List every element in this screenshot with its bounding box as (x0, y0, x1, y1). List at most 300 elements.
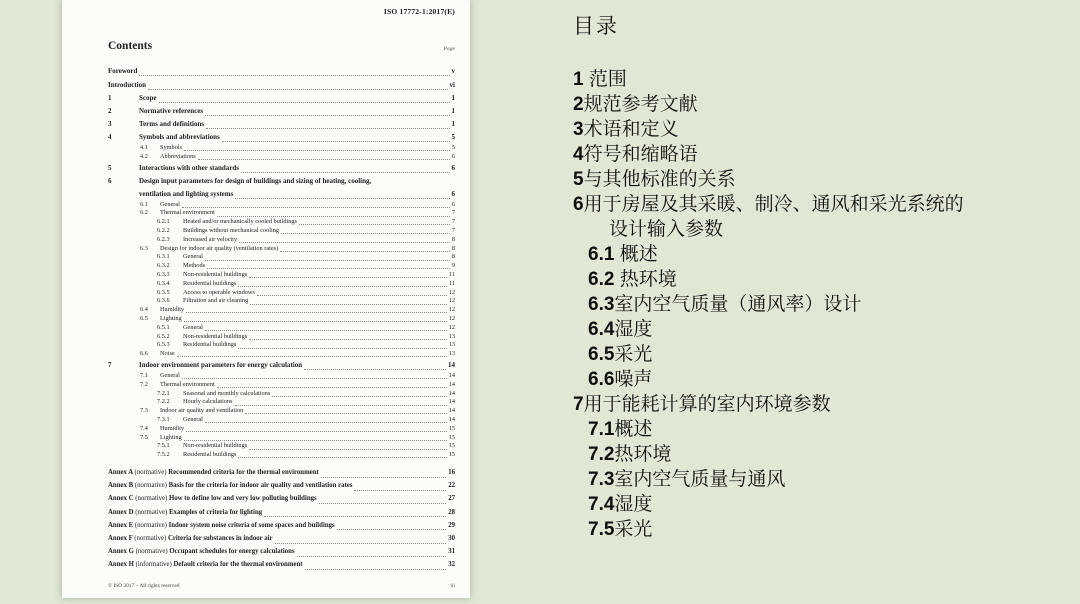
annex-page: 16 (448, 468, 455, 476)
toc-entry-page: 14 (448, 371, 455, 379)
toc-entry-page: 5 (451, 133, 455, 141)
toc-entry (140, 407, 455, 416)
dotted-leader (205, 260, 450, 261)
translation-line (573, 392, 1068, 417)
toc-front-entry (108, 64, 455, 78)
dotted-leader (205, 330, 447, 331)
translation-line (573, 142, 1068, 167)
translation-line (573, 92, 1068, 117)
toc-entry-number: 2 (108, 107, 112, 115)
dotted-leader (249, 339, 447, 340)
toc-entry-number: 7.3.1 (157, 415, 170, 423)
table-of-contents (108, 64, 455, 460)
dotted-leader (159, 102, 450, 103)
dotted-leader (238, 348, 446, 349)
annex-title-text: Indoor system noise criteria of some spaces and buildings (168, 521, 335, 529)
toc-entry (108, 359, 455, 372)
toc-entry-title: ventilation and lighting systems (139, 189, 234, 198)
toc-entry (157, 297, 455, 306)
translation-line-number: 6.4 (588, 319, 615, 340)
translation-line-text: 规范参考文献 (583, 94, 698, 115)
toc-entry-number: 7.2 (140, 380, 148, 388)
toc-entry-page: 8 (451, 253, 455, 261)
annex-page: 30 (448, 534, 455, 542)
translation-line-text: 采光 (614, 344, 653, 365)
annex-page: 29 (448, 521, 455, 529)
toc-entry-page: 11 (448, 270, 455, 278)
toc-entry (140, 350, 455, 359)
dotted-leader (305, 569, 447, 570)
translation-line-text: 范围 (583, 69, 627, 90)
toc-entry-page: 14 (448, 407, 455, 415)
translation-line-text: 室内空气质量（通风率）设计 (614, 294, 862, 315)
translation-line-number: 7.1 (588, 419, 615, 440)
annex-title-text: Criteria for substances in indoor air (167, 534, 273, 542)
toc-entry (157, 236, 455, 245)
page-footer (108, 583, 455, 589)
toc-entry (157, 333, 455, 342)
toc-entry (157, 390, 455, 399)
translation-line-text: 与其他标准的关系 (583, 169, 736, 190)
toc-entry-number: 7.2.2 (157, 398, 170, 406)
toc-entry-title: General (183, 253, 203, 261)
dotted-leader (177, 356, 447, 357)
toc-entry-number: 6.3.6 (157, 297, 170, 305)
annex-title-text: Occupant schedules for energy calculations (169, 548, 295, 556)
translation-line (573, 517, 1068, 542)
annex-page: 31 (448, 548, 455, 556)
translation-line (573, 192, 1068, 217)
toc-entry-number: 5 (108, 163, 112, 172)
translation-line-text: 湿度 (614, 319, 653, 340)
translation-line-number: 7.4 (588, 494, 615, 515)
dotted-leader (297, 556, 447, 557)
toc-entry-page: 1 (451, 120, 455, 128)
translation-line-number: 6.6 (588, 369, 615, 390)
annex-prefix: Annex E (108, 521, 135, 529)
toc-entry-number: 7.5.2 (157, 451, 170, 459)
toc-entry-page: 6 (451, 189, 455, 198)
toc-entry-page: 12 (448, 323, 455, 331)
dotted-leader (275, 543, 447, 544)
toc-entry (157, 398, 455, 407)
toc-entry-title: General (183, 415, 203, 423)
toc-entry-number: 7.4 (140, 424, 148, 432)
translation-line (573, 317, 1068, 342)
translation-line-number: 7 (573, 394, 584, 415)
toc-entry-title: Indoor air quality and ventilation (160, 407, 244, 415)
annex-prefix: Annex A (108, 468, 135, 476)
annex-title-text: Default criteria for the thermal environment (173, 561, 303, 569)
toc-entry-number: 7.5 (140, 433, 148, 441)
dotted-leader (235, 405, 447, 406)
toc-entry-number: 6.6 (140, 350, 148, 358)
toc-entry-page: 1 (451, 107, 455, 115)
toc-entry (157, 324, 455, 333)
dotted-leader (205, 422, 447, 423)
toc-entry (140, 153, 455, 162)
translation-line-text: 概述 (614, 244, 658, 265)
document-page (62, 0, 470, 598)
toc-entry-number: 7.3 (140, 407, 148, 415)
toc-entry-number: 6.5.3 (157, 341, 170, 349)
toc-entry-number: 6.5 (140, 314, 148, 322)
toc-entry (157, 262, 455, 271)
toc-entry (157, 416, 455, 425)
toc-entry-title: Buildings without mechanical cooling (183, 226, 280, 234)
toc-entry-page: 12 (448, 288, 455, 296)
translation-line-number: 6 (573, 194, 584, 215)
dotted-leader (249, 277, 447, 278)
translation-line-number: 6.3 (588, 294, 615, 315)
toc-entry-title: Humidity (160, 424, 185, 432)
translation-line-text: 概述 (614, 419, 653, 440)
annex-page: 32 (448, 561, 455, 569)
translation-line (573, 167, 1068, 192)
annex-entry (108, 492, 455, 505)
dotted-leader (321, 477, 446, 478)
toc-entry-page: 7 (451, 209, 455, 217)
toc-entry-title: General (160, 200, 180, 208)
toc-entry-number: 6.5.2 (157, 332, 170, 340)
dotted-leader (207, 268, 450, 269)
toc-entry-title: Methods (183, 262, 206, 270)
translation-line-text: 采光 (614, 519, 653, 540)
dotted-leader (304, 369, 446, 370)
dotted-leader (239, 242, 450, 243)
toc-entry-title: Interactions with other standards (139, 163, 240, 172)
toc-entry-title: Foreword (108, 67, 138, 75)
annex-title-text: How to define low and very low polluting buildings (169, 495, 317, 503)
toc-entry-number: 6.1 (140, 200, 148, 208)
toc-entry-number: 6.3.2 (157, 262, 170, 270)
translation-line-text: 用于能耗计算的室内环境参数 (583, 394, 831, 415)
annex-kind: (normative) (135, 495, 169, 503)
toc-entry-title: Hourly calculations (183, 398, 233, 406)
toc-entry-title: Heated and/or mechanically cooled buildings (183, 218, 298, 226)
toc-entry-number: 7 (108, 360, 112, 369)
dotted-leader (184, 150, 450, 151)
dotted-leader (184, 321, 447, 322)
toc-entry-page: 14 (448, 415, 455, 423)
translation-line-number: 7.5 (588, 519, 615, 540)
translation-line-number: 6.5 (588, 344, 615, 365)
toc-entry-number: 4.1 (140, 144, 148, 151)
annex-entry-title (108, 479, 352, 492)
dotted-leader (280, 251, 450, 252)
toc-entry-number: 6.3.4 (157, 279, 170, 287)
dotted-leader (222, 141, 450, 142)
toc-entry-title: Increased air velocity (183, 235, 238, 243)
toc-entry-page: 12 (448, 314, 455, 322)
copyright-notice: © ISO 2017 – All rights reserved (108, 582, 180, 589)
translation-line (573, 67, 1068, 92)
toc-entry-page: 1 (451, 94, 455, 102)
dotted-leader (206, 128, 449, 129)
translation-line (573, 417, 1068, 442)
toc-entry-title: Humidity (160, 306, 185, 314)
dotted-leader (299, 224, 450, 225)
annex-entry (108, 558, 455, 571)
annex-prefix: Annex D (108, 508, 136, 516)
toc-entry-page: 12 (448, 297, 455, 305)
dotted-leader (182, 207, 450, 208)
annex-entry (108, 466, 455, 479)
annex-entry (108, 519, 455, 532)
page-content (108, 0, 455, 589)
folio-page-number: iii (450, 582, 455, 589)
dotted-leader (217, 387, 447, 388)
translation-line-number: 7.3 (588, 469, 615, 490)
toc-entry-number: 6.3.1 (157, 253, 170, 261)
toc-entry-title: Design for indoor air quality (ventilation rates) (160, 244, 279, 252)
toc-entry (157, 451, 455, 460)
annex-entry (108, 506, 455, 519)
toc-entry-page: 6 (451, 163, 455, 172)
toc-entry-number: 6 (108, 176, 112, 185)
annex-entry-title (108, 545, 295, 558)
toc-entry-number: 1 (108, 94, 112, 102)
toc-entry-page: 15 (448, 451, 455, 459)
toc-entry-page: vi (449, 81, 455, 89)
dotted-leader (281, 233, 450, 234)
dotted-leader (198, 159, 450, 160)
translation-line (573, 492, 1068, 517)
toc-entry (157, 280, 455, 289)
toc-entry (140, 315, 455, 324)
toc-entry-number: 6.3.3 (157, 270, 170, 278)
translation-line-number: 6.2 (588, 269, 615, 290)
toc-entry-title: Abbreviations (160, 152, 196, 160)
toc-entry-title: Thermal environment (160, 380, 215, 388)
toc-entry-title: Terms and definitions (139, 120, 205, 128)
toc-entry-title: Lighting (160, 433, 182, 441)
toc-entry-title: Non-residential buildings (183, 332, 248, 340)
dotted-leader (182, 378, 447, 379)
annex-kind: (normative) (134, 534, 168, 542)
dotted-leader (272, 396, 446, 397)
annex-kind: (normative) (135, 548, 170, 556)
dotted-leader (245, 413, 446, 414)
translation-line-number: 1 (573, 69, 584, 90)
annex-entry-title (108, 519, 335, 532)
annex-kind: (normative) (135, 508, 169, 516)
translation-line-text: 室内空气质量与通风 (614, 469, 786, 490)
dotted-leader (235, 198, 449, 199)
toc-entry-number: 4.2 (140, 152, 148, 160)
toc-entry-page: 15 (448, 424, 455, 432)
translation-line-text: 噪声 (614, 369, 653, 390)
toc-entry-page: 8 (451, 235, 455, 243)
annex-list (108, 466, 455, 572)
translation-list (573, 67, 1068, 542)
toc-entry-title: Symbols and abbreviations (139, 133, 220, 141)
annex-kind: (normative) (134, 521, 169, 529)
toc-entry-continuation (108, 188, 455, 201)
translation-line-text: 术语和定义 (583, 119, 679, 140)
toc-entry-number: 3 (108, 120, 112, 128)
annex-page: 27 (448, 495, 455, 503)
toc-entry-number: 7.1 (140, 371, 148, 379)
toc-entry-page: 7 (451, 226, 455, 234)
translation-line (573, 117, 1068, 142)
toc-entry-number: 7.2.1 (157, 389, 170, 397)
toc-entry-page: 9 (451, 262, 455, 270)
toc-entry-page: 14 (448, 360, 455, 369)
toc-entry-title: Non-residential buildings (183, 442, 248, 450)
toc-entry-page: v (451, 67, 455, 75)
annex-prefix: Annex G (108, 548, 136, 556)
dotted-leader (139, 75, 449, 76)
translation-line-text: 热环境 (614, 444, 672, 465)
toc-entry-number: 6.2 (140, 209, 148, 217)
dotted-leader (249, 449, 447, 450)
toc-entry (157, 218, 455, 227)
toc-entry (157, 253, 455, 262)
toc-entry-page: 6 (451, 152, 455, 160)
annex-entry (108, 532, 455, 545)
contents-header-row (108, 40, 455, 52)
translation-line (573, 367, 1068, 392)
dotted-leader (337, 529, 447, 530)
toc-entry-page: 7 (451, 218, 455, 226)
toc-entry-title: Residential buildings (183, 279, 237, 287)
toc-entry-number: 6.5.1 (157, 323, 170, 331)
translation-line-text: 热环境 (614, 269, 677, 290)
toc-entry (108, 162, 455, 175)
annex-prefix: Annex B (108, 482, 135, 490)
toc-entry-title: Design input parameters for design of buildings and sizing of heating, cooling, (139, 176, 372, 185)
dotted-leader (148, 89, 448, 90)
toc-entry (140, 201, 455, 210)
translation-title: 目录 (573, 15, 619, 38)
toc-entry-title: Symbols (160, 144, 183, 151)
toc-entry-number: 6.3 (140, 244, 148, 252)
toc-entry-title: Indoor environment parameters for energy calculation (139, 360, 303, 369)
toc-entry (108, 131, 455, 144)
toc-entry (157, 227, 455, 236)
iso-document-number: ISO 17772-1:2017(E) (383, 7, 455, 16)
toc-entry-number: 7.5.1 (157, 442, 170, 450)
toc-entry-page: 14 (448, 398, 455, 406)
toc-entry-title: Seasonal and monthly calculations (183, 389, 271, 397)
toc-entry-page: 15 (448, 433, 455, 441)
dotted-leader (238, 457, 446, 458)
dotted-leader (238, 286, 447, 287)
translation-line-number: 6.1 (588, 244, 615, 265)
toc-entry-title: General (183, 323, 203, 331)
annex-entry-title (108, 532, 273, 545)
toc-entry (140, 209, 455, 218)
toc-entry-title: Scope (139, 94, 157, 102)
toc-entry-number: 6.4 (140, 306, 148, 314)
translation-line-text: 符号和缩略语 (583, 144, 698, 165)
toc-entry (140, 425, 455, 434)
translation-line (573, 442, 1068, 467)
toc-entry (157, 442, 455, 451)
annex-kind: (normative) (134, 482, 169, 490)
annex-kind: (normative) (134, 468, 169, 476)
toc-entry-number: 4 (108, 133, 112, 141)
annex-entry (108, 479, 455, 492)
toc-entry (140, 245, 455, 254)
toc-entry-page: 11 (448, 279, 455, 287)
toc-entry-title: General (160, 371, 180, 379)
toc-entry-page: 12 (448, 306, 455, 314)
toc-entry (157, 289, 455, 298)
dotted-leader (319, 503, 447, 504)
annex-prefix: Annex F (108, 534, 135, 542)
annex-kind: (informative) (135, 561, 174, 569)
annex-entry (108, 545, 455, 558)
toc-entry-number: 6.3.5 (157, 288, 170, 296)
toc-entry (108, 92, 455, 105)
toc-entry-page: 8 (451, 244, 455, 252)
translation-line (573, 292, 1068, 317)
annex-entry-title (108, 506, 262, 519)
toc-entry-title: Access to operable windows (183, 288, 255, 296)
translation-line-text: 湿度 (614, 494, 653, 515)
toc-entry-page: 14 (448, 389, 455, 397)
toc-entry (140, 144, 455, 153)
translation-line-number: 5 (573, 169, 584, 190)
annex-title-text: Examples of criteria for lighting (169, 508, 263, 516)
toc-entry-page: 15 (448, 442, 455, 450)
toc-entry (157, 271, 455, 280)
toc-entry (140, 434, 455, 443)
dotted-leader (217, 216, 450, 217)
toc-entry-title: Residential buildings (183, 451, 237, 459)
page-column-label: Page (443, 46, 455, 52)
toc-entry-page: 13 (448, 350, 455, 358)
toc-entry-page: 13 (448, 341, 455, 349)
annex-title-text: Basis for the criteria for indoor air quality and ventilation rates (168, 482, 353, 490)
dotted-leader (186, 312, 447, 313)
toc-entry (157, 341, 455, 350)
toc-entry-page: 13 (448, 332, 455, 340)
translation-line (573, 467, 1068, 492)
dotted-leader (250, 304, 446, 305)
dotted-leader (186, 431, 447, 432)
translation-line (573, 242, 1068, 267)
annex-entry-title (108, 492, 317, 505)
toc-entry (140, 372, 455, 381)
annex-entry-title (108, 558, 303, 571)
translation-line-number: 3 (573, 119, 584, 140)
toc-entry (108, 105, 455, 118)
dotted-leader (184, 440, 447, 441)
translation-line (573, 217, 1068, 242)
toc-entry-title: Introduction (108, 81, 146, 89)
annex-prefix: Annex H (108, 561, 136, 569)
toc-entry-number: 6.2.2 (157, 226, 170, 234)
translation-line-text: 用于房屋及其采暖、制冷、通风和采光系统的 (583, 194, 964, 215)
dotted-leader (257, 295, 447, 296)
annex-title-text: Recommended criteria for the thermal environment (168, 468, 319, 476)
toc-entry-title: Non-residential buildings (183, 270, 248, 278)
toc-entry-number: 6.2.1 (157, 218, 170, 226)
contents-title: Contents (108, 40, 153, 52)
annex-page: 28 (448, 508, 455, 516)
dotted-leader (264, 516, 446, 517)
toc-entry-title: Filtration and air cleaning (183, 297, 249, 305)
toc-entry (140, 306, 455, 315)
dotted-leader (241, 172, 449, 173)
translation-panel (573, 12, 1068, 542)
toc-entry-title: Thermal environment (160, 209, 215, 217)
translation-line-text: 设计输入参数 (609, 219, 724, 240)
annex-entry-title (108, 466, 319, 479)
